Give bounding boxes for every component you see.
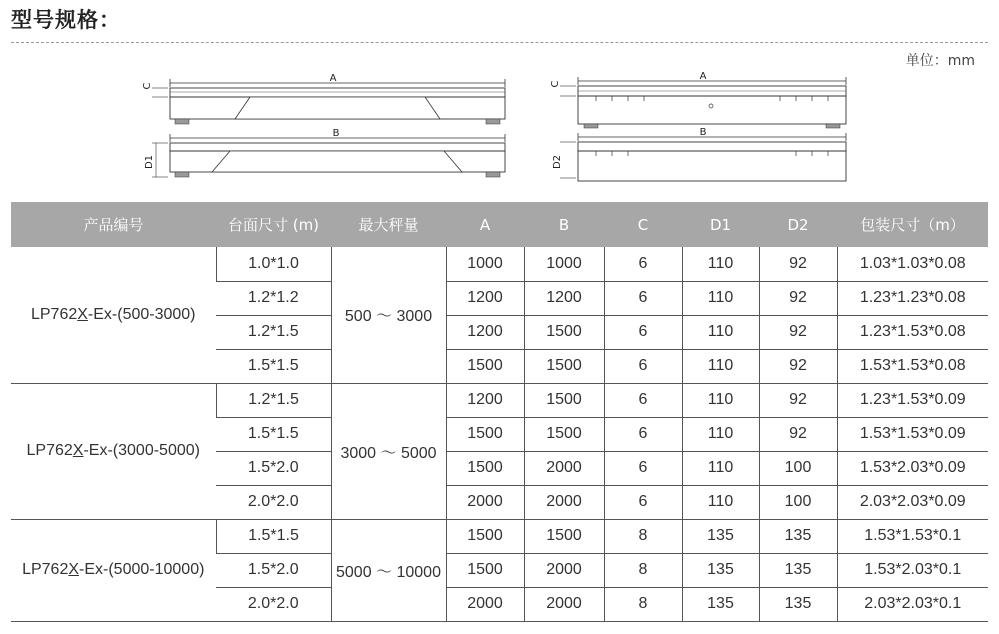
dim-a-cell: 1500: [446, 451, 524, 485]
dim-d2-cell: 135: [759, 553, 837, 587]
model-suffix: -Ex-(500-3000): [87, 305, 196, 323]
dim-b-cell: 2000: [524, 553, 604, 587]
dim-d1-cell: 110: [682, 383, 759, 417]
dim-b-cell: 2000: [524, 451, 604, 485]
dim-d2-cell: 92: [759, 417, 837, 451]
dim-d2-cell: 92: [759, 383, 837, 417]
model-variant: X: [72, 442, 84, 459]
column-header: A: [446, 202, 524, 247]
dim-b-cell: 1500: [524, 315, 604, 349]
dim-b-label-left: B: [332, 128, 340, 139]
column-header: 包装尺寸（m）: [837, 202, 988, 247]
dim-d1-cell: 110: [682, 417, 759, 451]
package-size-cell: 2.03*2.03*0.09: [837, 485, 988, 519]
dim-c-cell: 6: [604, 349, 682, 383]
unit-label: 单位：mm: [905, 53, 975, 69]
spec-table: [11, 202, 988, 622]
dim-d1-cell: 110: [682, 451, 759, 485]
dim-c-cell: 6: [604, 485, 682, 519]
dim-d2-cell: 92: [759, 315, 837, 349]
model-prefix: LP762: [22, 561, 69, 578]
dim-d1-cell: 110: [682, 349, 759, 383]
table-header-row: [11, 202, 988, 247]
dim-c-cell: 8: [604, 587, 682, 621]
column-header: 最大秤量: [331, 202, 446, 247]
dim-b-cell: 1500: [524, 349, 604, 383]
model-variant: X: [68, 561, 80, 578]
dim-d2-cell: 92: [759, 247, 837, 281]
dim-d1-cell: 135: [682, 553, 759, 587]
package-size-cell: 1.23*1.53*0.09: [837, 383, 988, 417]
dim-a-cell: 1000: [446, 247, 524, 281]
dim-d1-cell: 110: [682, 485, 759, 519]
package-size-cell: 1.23*1.53*0.08: [837, 315, 988, 349]
dim-b-cell: 1000: [524, 247, 604, 281]
dim-d2-cell: 100: [759, 485, 837, 519]
dim-b-cell: 2000: [524, 587, 604, 621]
dim-a-cell: 2000: [446, 485, 524, 519]
dim-d2-cell: 92: [759, 281, 837, 315]
model-suffix: -Ex-(3000-5000): [83, 442, 200, 459]
dim-d2-cell: 135: [759, 519, 837, 553]
dim-d2-cell: 100: [759, 451, 837, 485]
platform-size-cell: 1.5*2.0: [216, 451, 331, 485]
dim-a-cell: 1500: [446, 417, 524, 451]
dim-a-label-right: A: [699, 71, 707, 82]
package-size-cell: 1.53*2.03*0.1: [837, 553, 988, 587]
model-variant: X: [77, 305, 88, 323]
platform-drawing-right: [548, 70, 858, 190]
dim-c-label-left: C: [142, 82, 153, 90]
dim-d1-cell: 110: [682, 281, 759, 315]
dim-a-label-left: A: [329, 73, 337, 84]
package-size-cell: 1.53*2.03*0.09: [837, 451, 988, 485]
dim-b-cell: 2000: [524, 485, 604, 519]
column-header: 台面尺寸 (m): [216, 202, 331, 247]
dim-d2-cell: 92: [759, 349, 837, 383]
dim-a-cell: 1200: [446, 281, 524, 315]
dim-d1-cell: 135: [682, 519, 759, 553]
table-row: [11, 519, 988, 553]
platform-drawing-left: [140, 70, 520, 185]
dim-c-cell: 6: [604, 247, 682, 281]
dim-a-cell: 1200: [446, 315, 524, 349]
dim-c-cell: 6: [604, 451, 682, 485]
dim-a-cell: 1500: [446, 349, 524, 383]
platform-size-cell: 1.2*1.5: [216, 315, 331, 349]
platform-size-cell: 1.2*1.2: [216, 281, 331, 315]
package-size-cell: 1.23*1.23*0.08: [837, 281, 988, 315]
package-size-cell: 1.53*1.53*0.1: [837, 519, 988, 553]
dim-d1-cell: 110: [682, 315, 759, 349]
table-row: [11, 247, 988, 281]
model-prefix: LP762: [30, 305, 78, 323]
dim-c-cell: 6: [604, 281, 682, 315]
model-cell: [11, 247, 216, 383]
table-body: [11, 247, 988, 621]
dim-b-label-right: B: [699, 127, 707, 138]
platform-size-cell: 1.5*1.5: [216, 349, 331, 383]
dim-b-cell: 1500: [524, 519, 604, 553]
column-header: D1: [682, 202, 759, 247]
package-size-cell: 1.53*1.53*0.09: [837, 417, 988, 451]
dim-c-label-right: C: [550, 80, 561, 88]
platform-size-cell: 2.0*2.0: [216, 485, 331, 519]
dim-d2-cell: 135: [759, 587, 837, 621]
model-prefix: LP762: [26, 442, 73, 459]
dim-c-cell: 6: [604, 315, 682, 349]
dim-a-cell: 1500: [446, 553, 524, 587]
capacity-cell: 3000 ～ 5000: [331, 383, 446, 519]
platform-size-cell: 1.5*1.5: [216, 519, 331, 553]
dim-c-cell: 8: [604, 519, 682, 553]
dim-a-cell: 2000: [446, 587, 524, 621]
dim-d1-cell: 135: [682, 587, 759, 621]
dim-c-cell: 6: [604, 417, 682, 451]
column-header: D2: [759, 202, 837, 247]
dim-b-cell: 1500: [524, 383, 604, 417]
column-header: 产品编号: [11, 202, 216, 247]
dim-c-cell: 8: [604, 553, 682, 587]
dim-b-cell: 1500: [524, 417, 604, 451]
package-size-cell: 1.53*1.53*0.08: [837, 349, 988, 383]
column-header: B: [524, 202, 604, 247]
model-cell: [11, 383, 216, 519]
table-row: [11, 383, 988, 417]
dim-d1-label: D1: [144, 154, 155, 170]
platform-size-cell: 2.0*2.0: [216, 587, 331, 621]
dim-c-cell: 6: [604, 383, 682, 417]
title-divider: [11, 42, 988, 43]
dim-b-cell: 1200: [524, 281, 604, 315]
column-header: C: [604, 202, 682, 247]
package-size-cell: 2.03*2.03*0.1: [837, 587, 988, 621]
platform-size-cell: 1.5*1.5: [216, 417, 331, 451]
dim-d2-label: D2: [552, 154, 563, 170]
dim-d1-cell: 110: [682, 247, 759, 281]
capacity-cell: 500 ～ 3000: [331, 247, 446, 383]
dim-a-cell: 1500: [446, 519, 524, 553]
model-suffix: -Ex-(5000-10000): [79, 561, 205, 578]
capacity-cell: 5000 ～ 10000: [331, 519, 446, 621]
platform-size-cell: 1.0*1.0: [216, 247, 331, 281]
package-size-cell: 1.03*1.03*0.08: [837, 247, 988, 281]
dim-a-cell: 1200: [446, 383, 524, 417]
platform-size-cell: 1.5*2.0: [216, 553, 331, 587]
platform-size-cell: 1.2*1.5: [216, 383, 331, 417]
model-cell: [11, 519, 216, 621]
page-title: 型号规格：: [11, 8, 121, 32]
